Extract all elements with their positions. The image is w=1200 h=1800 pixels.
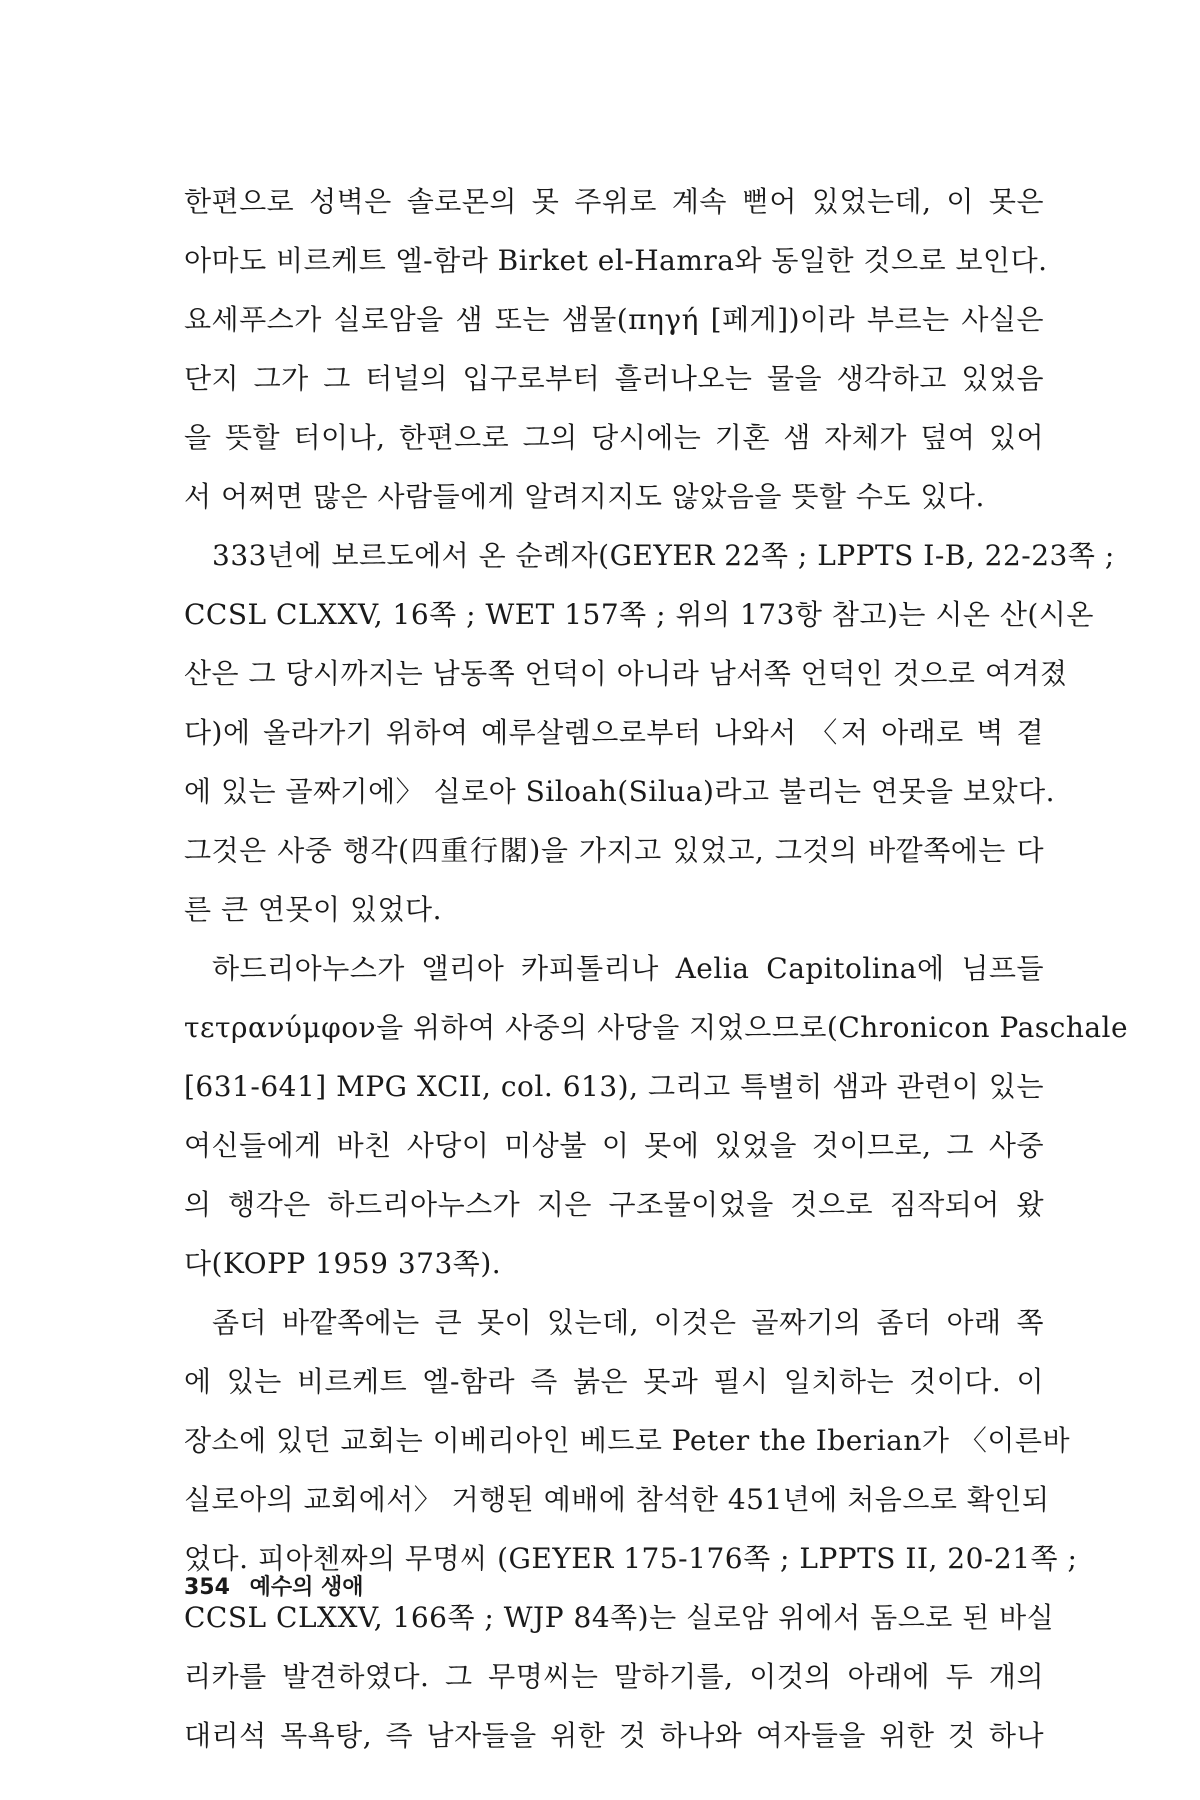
- page-footer: [184, 1570, 364, 1601]
- text-line: 아마도 비르케트 엘-함라 Birket el-Hamra와 동일한 것으로 보인다.: [184, 244, 1048, 277]
- text-line: 의 행각은 하드리아누스가 지은 구조물이었을 것으로 짐작되어 왔: [184, 1188, 1044, 1221]
- text-line: 른 큰 연못이 있었다.: [184, 893, 442, 926]
- text-line: 에 있는 골짜기에〉 실로아 Siloah(Silua)라고 불리는 연못을 보았다.: [184, 775, 1056, 808]
- page-number: 354: [184, 1575, 230, 1600]
- text-line: 좀더 바깥쪽에는 큰 못이 있는데, 이것은 골짜기의 좀더 아래 쪽: [212, 1306, 1044, 1339]
- text-line: 장소에 있던 교회는 이베리아인 베드로 Peter the Iberian가 〈이른바: [184, 1424, 1071, 1457]
- text-line: 한편으로 성벽은 솔로몬의 못 주위로 계속 뻗어 있었는데, 이 못은: [184, 185, 1044, 218]
- body-text: [184, 172, 1129, 1765]
- text-line: 요세푸스가 실로암을 샘 또는 샘물(πηγή [페게])이라 부르는 사실은: [184, 303, 1044, 336]
- text-line: 대리석 목욕탕, 즉 남자들을 위한 것 하나와 여자들을 위한 것 하나: [184, 1719, 1044, 1752]
- text-line: 서 어쩌면 많은 사람들에게 알려지지도 않았음을 뜻할 수도 있다.: [184, 480, 985, 513]
- text-line: 그것은 사중 행각(四重行閣)을 가지고 있었고, 그것의 바깥쪽에는 다: [184, 834, 1044, 867]
- text-line: 하드리아누스가 앨리아 카피톨리나 Aelia Capitolina에 님프들: [212, 952, 1044, 985]
- text-line: 실로아의 교회에서〉 거행된 예배에 참석한 451년에 처음으로 확인되: [184, 1483, 1050, 1516]
- running-title: 예수의 생애: [249, 1575, 364, 1600]
- text-line: 다(KOPP 1959 373쪽).: [184, 1247, 502, 1280]
- text-line: 단지 그가 그 터널의 입구로부터 흘러나오는 물을 생각하고 있었음: [184, 362, 1044, 395]
- text-line: 산은 그 당시까지는 남동쪽 언덕이 아니라 남서쪽 언덕인 것으로 여겨졌: [184, 657, 1068, 690]
- text-line: 에 있는 비르케트 엘-함라 즉 붉은 못과 필시 일치하는 것이다. 이: [184, 1365, 1044, 1398]
- text-line: CCSL CLXXV, 16쪽 ; WET 157쪽 ; 위의 173항 참고)는 시온 산(시온: [184, 598, 1094, 631]
- text-line: 다)에 올라가기 위하여 예루살렘으로부터 나와서 〈저 아래로 벽 곁: [184, 716, 1044, 749]
- text-line: CCSL CLXXV, 166쪽 ; WJP 84쪽)는 실로암 위에서 돔으로 된 바실: [184, 1601, 1055, 1634]
- text-line: [631-641] MPG XCII, col. 613), 그리고 특별히 샘과 관련이 있는: [184, 1070, 1044, 1103]
- text-line: 333년에 보르도에서 온 순례자(GEYER 22쪽 ; LPPTS I-B, 22-23쪽 ;: [212, 539, 1115, 572]
- text-line: 리카를 발견하였다. 그 무명씨는 말하기를, 이것의 아래에 두 개의: [184, 1660, 1044, 1693]
- text-line: τετρανύμφον을 위하여 사중의 사당을 지었으므로(Chronicon Paschale: [184, 1011, 1129, 1044]
- text-line: 었다. 피아첸짜의 무명씨 (GEYER 175-176쪽 ; LPPTS II, 20-21쪽 ;: [184, 1542, 1078, 1575]
- text-line: 을 뜻할 터이나, 한편으로 그의 당시에는 기혼 샘 자체가 덮여 있어: [184, 421, 1044, 454]
- text-line: 여신들에게 바친 사당이 미상불 이 못에 있었을 것이므로, 그 사중: [184, 1129, 1044, 1162]
